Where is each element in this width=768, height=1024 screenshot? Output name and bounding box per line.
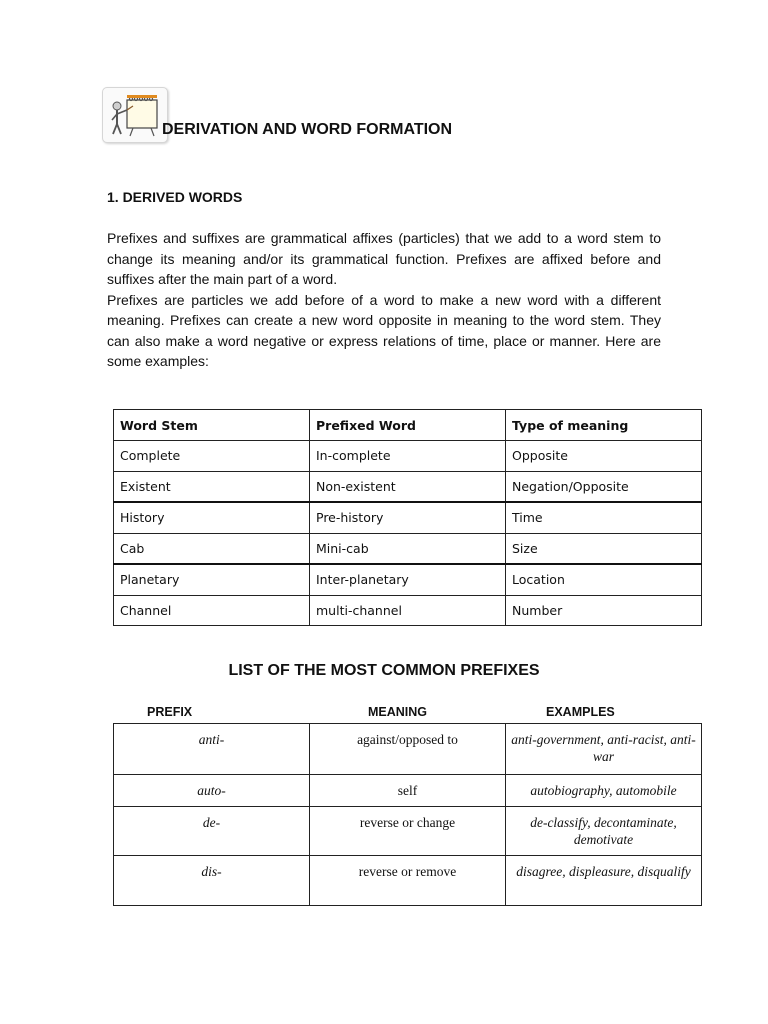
prefix-cell: dis- (114, 856, 310, 906)
prefix-cell: de- (114, 807, 310, 856)
meaning-cell: self (310, 775, 506, 807)
section-body (107, 228, 661, 372)
column-header: Type of meaning (506, 410, 702, 441)
word-stem-cell: Complete (114, 441, 310, 472)
examples-cell: de-classify, decontaminate, demotivate (506, 807, 702, 856)
table-row (114, 595, 702, 626)
column-header: Prefixed Word (310, 410, 506, 441)
prefixed-word-cell: Pre-history (310, 502, 506, 533)
table-row (114, 807, 702, 856)
table-row (114, 441, 702, 472)
table-row (114, 856, 702, 906)
examples-cell: autobiography, automobile (506, 775, 702, 807)
prefixed-word-cell: multi-channel (310, 595, 506, 626)
table-header-row (114, 410, 702, 441)
prefix-list-column-headers (113, 705, 701, 723)
column-header: EXAMPLES (546, 705, 615, 719)
meaning-type-cell: Negation/Opposite (506, 471, 702, 502)
meaning-type-cell: Size (506, 533, 702, 564)
column-header: Word Stem (114, 410, 310, 441)
word-stem-cell: Cab (114, 533, 310, 564)
common-prefixes-table (113, 723, 702, 906)
column-header: PREFIX (147, 705, 193, 719)
meaning-type-cell: Location (506, 564, 702, 595)
prefix-cell: auto- (114, 775, 310, 807)
table-row (114, 502, 702, 533)
meaning-cell: against/opposed to (310, 724, 506, 775)
meaning-type-cell: Opposite (506, 441, 702, 472)
prefix-cell: anti- (114, 724, 310, 775)
examples-cell: disagree, displeasure, disqualify (506, 856, 702, 906)
prefixed-word-cell: Mini-cab (310, 533, 506, 564)
meaning-cell: reverse or remove (310, 856, 506, 906)
table-row (114, 471, 702, 502)
table-row (114, 564, 702, 595)
column-header: MEANING (368, 705, 428, 719)
prefix-examples-table (113, 409, 702, 626)
word-stem-cell: Channel (114, 595, 310, 626)
word-stem-cell: Existent (114, 471, 310, 502)
meaning-cell: reverse or change (310, 807, 506, 856)
meaning-type-cell: Number (506, 595, 702, 626)
table-row (114, 533, 702, 564)
table-row (114, 724, 702, 775)
section-heading: 1. DERIVED WORDS (107, 189, 243, 205)
prefixed-word-cell: Inter-planetary (310, 564, 506, 595)
prefix-list-heading: LIST OF THE MOST COMMON PREFIXES (228, 662, 540, 679)
prefixed-word-cell: In-complete (310, 441, 506, 472)
paragraph-affixes: Prefixes and suffixes are grammatical affixes (particles) that we add to a word stem to change its meaning and/or its grammatical function. Prefixes are affixed before and suffixes after the main part of a word. (107, 230, 661, 287)
word-stem-cell: History (114, 502, 310, 533)
table-row (114, 775, 702, 807)
paragraph-prefixes: Prefixes are particles we add before of a word to make a new word with a different meaning. Prefixes can create a new word opposite in meaning to the word stem. They can also make a word negative or express relations of time, place or manner. Here are some examples: (107, 291, 661, 369)
prefixed-word-cell: Non-existent (310, 471, 506, 502)
document-title: DERIVATION AND WORD FORMATION (162, 121, 453, 138)
presenter-with-notepad-icon (102, 87, 168, 143)
examples-cell: anti-government, anti-racist, anti-war (506, 724, 702, 775)
meaning-type-cell: Time (506, 502, 702, 533)
word-stem-cell: Planetary (114, 564, 310, 595)
